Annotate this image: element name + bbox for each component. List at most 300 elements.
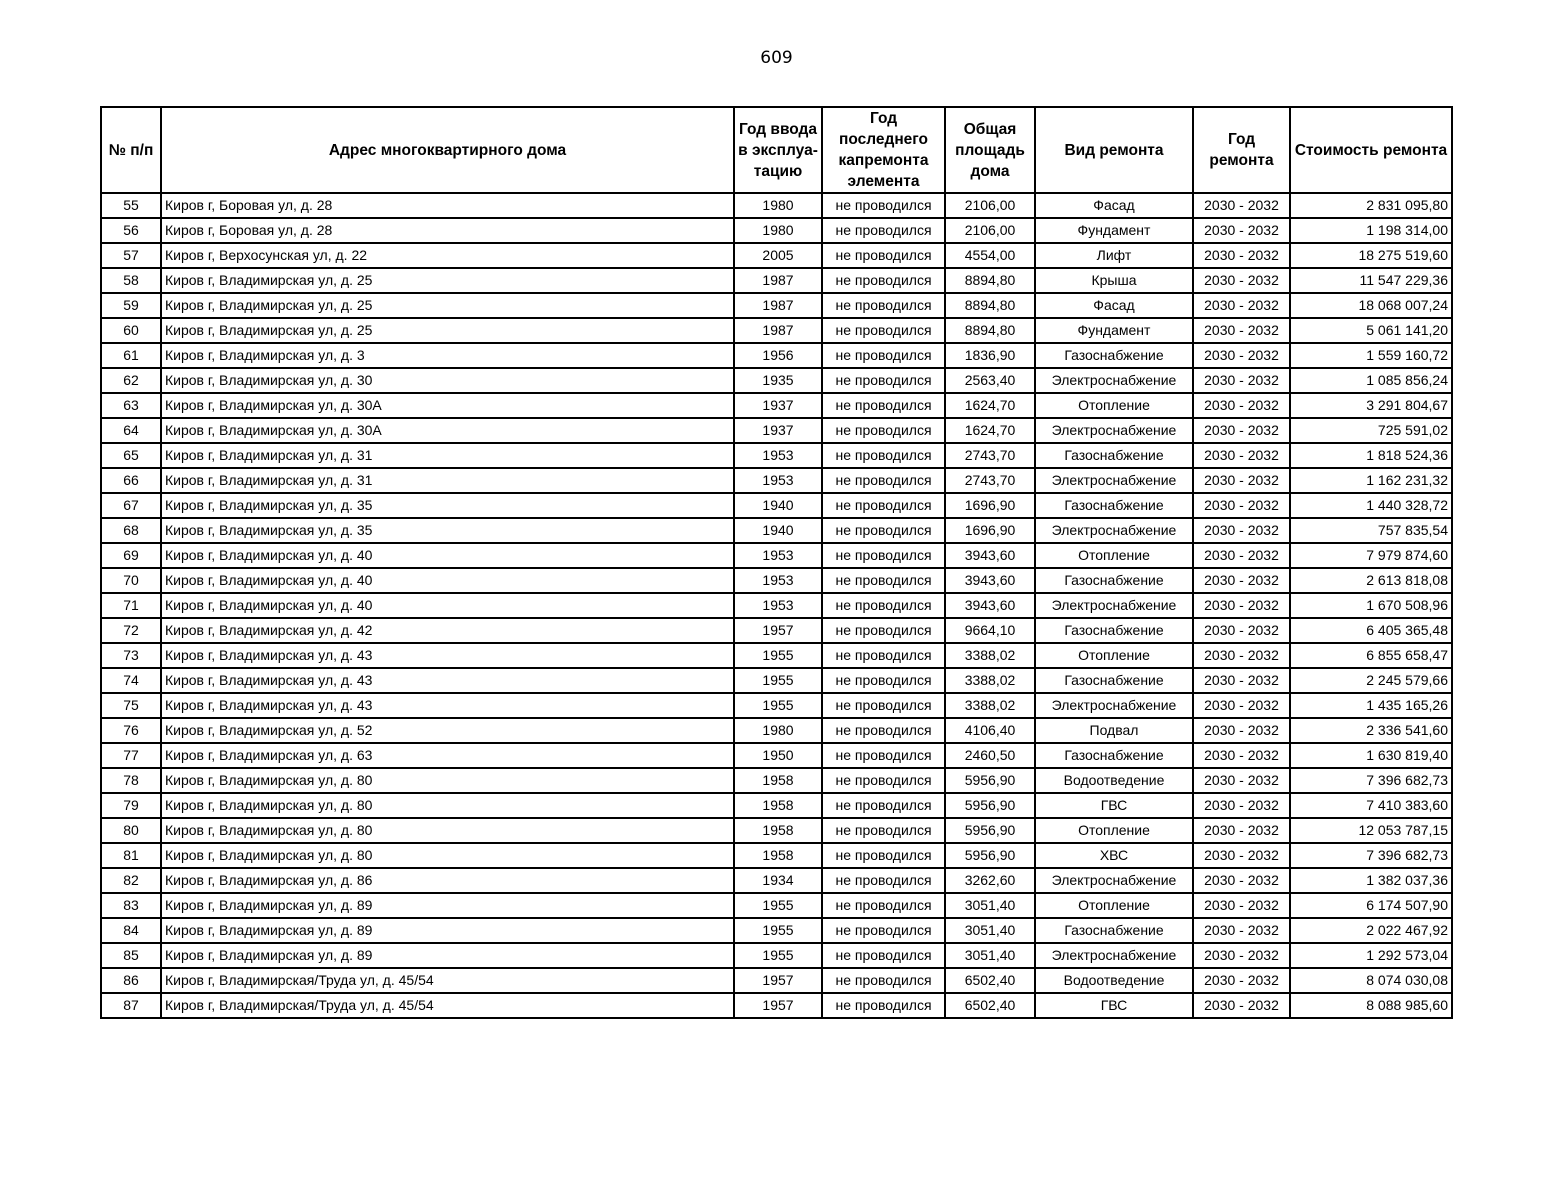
repair-type-cell: Электроснабжение bbox=[1035, 518, 1193, 543]
commission-year-cell: 1957 bbox=[734, 618, 822, 643]
address-cell: Киров г, Владимирская ул, д. 35 bbox=[161, 518, 734, 543]
table-row bbox=[101, 618, 1452, 643]
last-repair-cell: не проводился bbox=[822, 818, 945, 843]
area-cell: 8894,80 bbox=[945, 268, 1035, 293]
table-row bbox=[101, 218, 1452, 243]
last-repair-cell: не проводился bbox=[822, 493, 945, 518]
last-repair-cell: не проводился bbox=[822, 218, 945, 243]
commission-year-cell: 1980 bbox=[734, 718, 822, 743]
table-row bbox=[101, 893, 1452, 918]
cost-cell: 7 410 383,60 bbox=[1290, 793, 1452, 818]
commission-year-cell: 1980 bbox=[734, 193, 822, 218]
area-cell: 1696,90 bbox=[945, 518, 1035, 543]
cost-cell: 757 835,54 bbox=[1290, 518, 1452, 543]
area-cell: 5956,90 bbox=[945, 768, 1035, 793]
address-cell: Киров г, Владимирская ул, д. 43 bbox=[161, 643, 734, 668]
address-cell: Киров г, Владимирская ул, д. 40 bbox=[161, 568, 734, 593]
repair-year-cell: 2030 - 2032 bbox=[1193, 218, 1290, 243]
address-cell: Киров г, Владимирская ул, д. 40 bbox=[161, 593, 734, 618]
cost-cell: 3 291 804,67 bbox=[1290, 393, 1452, 418]
repair-year-cell: 2030 - 2032 bbox=[1193, 393, 1290, 418]
table-row bbox=[101, 543, 1452, 568]
row-number: 68 bbox=[101, 518, 161, 543]
row-number: 69 bbox=[101, 543, 161, 568]
row-number: 77 bbox=[101, 743, 161, 768]
last-repair-cell: не проводился bbox=[822, 843, 945, 868]
cost-cell: 2 336 541,60 bbox=[1290, 718, 1452, 743]
repair-year-cell: 2030 - 2032 bbox=[1193, 268, 1290, 293]
commission-year-cell: 1987 bbox=[734, 268, 822, 293]
cost-cell: 1 440 328,72 bbox=[1290, 493, 1452, 518]
repair-type-cell: Газоснабжение bbox=[1035, 568, 1193, 593]
last-repair-cell: не проводился bbox=[822, 968, 945, 993]
repair-type-cell: Лифт bbox=[1035, 243, 1193, 268]
repair-type-cell: Электроснабжение bbox=[1035, 868, 1193, 893]
repair-year-cell: 2030 - 2032 bbox=[1193, 843, 1290, 868]
table-row bbox=[101, 768, 1452, 793]
repair-type-cell: Электроснабжение bbox=[1035, 418, 1193, 443]
row-number: 63 bbox=[101, 393, 161, 418]
row-number: 84 bbox=[101, 918, 161, 943]
cost-cell: 1 382 037,36 bbox=[1290, 868, 1452, 893]
repair-year-cell: 2030 - 2032 bbox=[1193, 518, 1290, 543]
header-total-area: Общая площадь дома bbox=[945, 107, 1035, 193]
last-repair-cell: не проводился bbox=[822, 618, 945, 643]
area-cell: 3262,60 bbox=[945, 868, 1035, 893]
cost-cell: 6 405 365,48 bbox=[1290, 618, 1452, 643]
repair-type-cell: Фундамент bbox=[1035, 218, 1193, 243]
area-cell: 2106,00 bbox=[945, 193, 1035, 218]
area-cell: 5956,90 bbox=[945, 818, 1035, 843]
repair-type-cell: ХВС bbox=[1035, 843, 1193, 868]
last-repair-cell: не проводился bbox=[822, 393, 945, 418]
commission-year-cell: 1953 bbox=[734, 443, 822, 468]
cost-cell: 7 979 874,60 bbox=[1290, 543, 1452, 568]
repair-year-cell: 2030 - 2032 bbox=[1193, 693, 1290, 718]
header-commission-year: Год ввода в эксплуа-тацию bbox=[734, 107, 822, 193]
last-repair-cell: не проводился bbox=[822, 443, 945, 468]
row-number: 78 bbox=[101, 768, 161, 793]
repair-type-cell: Газоснабжение bbox=[1035, 343, 1193, 368]
address-cell: Киров г, Владимирская/Труда ул, д. 45/54 bbox=[161, 968, 734, 993]
row-number: 71 bbox=[101, 593, 161, 618]
repair-year-cell: 2030 - 2032 bbox=[1193, 368, 1290, 393]
commission-year-cell: 1958 bbox=[734, 843, 822, 868]
cost-cell: 8 088 985,60 bbox=[1290, 993, 1452, 1018]
repair-type-cell: Электроснабжение bbox=[1035, 593, 1193, 618]
repair-type-cell: ГВС bbox=[1035, 993, 1193, 1018]
header-repair-year: Год ремонта bbox=[1193, 107, 1290, 193]
address-cell: Киров г, Боровая ул, д. 28 bbox=[161, 193, 734, 218]
commission-year-cell: 1955 bbox=[734, 643, 822, 668]
last-repair-cell: не проводился bbox=[822, 468, 945, 493]
table-row bbox=[101, 443, 1452, 468]
address-cell: Киров г, Владимирская ул, д. 3 bbox=[161, 343, 734, 368]
area-cell: 2106,00 bbox=[945, 218, 1035, 243]
area-cell: 6502,40 bbox=[945, 993, 1035, 1018]
table-row bbox=[101, 818, 1452, 843]
commission-year-cell: 1987 bbox=[734, 293, 822, 318]
table-row bbox=[101, 268, 1452, 293]
row-number: 87 bbox=[101, 993, 161, 1018]
repair-year-cell: 2030 - 2032 bbox=[1193, 793, 1290, 818]
table-row bbox=[101, 418, 1452, 443]
cost-cell: 1 630 819,40 bbox=[1290, 743, 1452, 768]
cost-cell: 2 022 467,92 bbox=[1290, 918, 1452, 943]
row-number: 86 bbox=[101, 968, 161, 993]
table-row bbox=[101, 718, 1452, 743]
repair-type-cell: Отопление bbox=[1035, 543, 1193, 568]
commission-year-cell: 1955 bbox=[734, 693, 822, 718]
cost-cell: 5 061 141,20 bbox=[1290, 318, 1452, 343]
area-cell: 3943,60 bbox=[945, 568, 1035, 593]
cost-cell: 1 292 573,04 bbox=[1290, 943, 1452, 968]
table-row bbox=[101, 793, 1452, 818]
area-cell: 3051,40 bbox=[945, 943, 1035, 968]
repair-type-cell: Электроснабжение bbox=[1035, 693, 1193, 718]
commission-year-cell: 1940 bbox=[734, 518, 822, 543]
area-cell: 3943,60 bbox=[945, 593, 1035, 618]
table-row bbox=[101, 993, 1452, 1018]
commission-year-cell: 1953 bbox=[734, 568, 822, 593]
area-cell: 4554,00 bbox=[945, 243, 1035, 268]
repair-type-cell: Газоснабжение bbox=[1035, 618, 1193, 643]
address-cell: Киров г, Владимирская ул, д. 89 bbox=[161, 943, 734, 968]
repair-year-cell: 2030 - 2032 bbox=[1193, 293, 1290, 318]
address-cell: Киров г, Владимирская ул, д. 43 bbox=[161, 668, 734, 693]
commission-year-cell: 1957 bbox=[734, 993, 822, 1018]
commission-year-cell: 1934 bbox=[734, 868, 822, 893]
cost-cell: 18 068 007,24 bbox=[1290, 293, 1452, 318]
last-repair-cell: не проводился bbox=[822, 743, 945, 768]
commission-year-cell: 1940 bbox=[734, 493, 822, 518]
commission-year-cell: 1956 bbox=[734, 343, 822, 368]
repair-year-cell: 2030 - 2032 bbox=[1193, 818, 1290, 843]
last-repair-cell: не проводился bbox=[822, 643, 945, 668]
cost-cell: 1 435 165,26 bbox=[1290, 693, 1452, 718]
cost-cell: 2 831 095,80 bbox=[1290, 193, 1452, 218]
last-repair-cell: не проводился bbox=[822, 868, 945, 893]
last-repair-cell: не проводился bbox=[822, 268, 945, 293]
table-row bbox=[101, 918, 1452, 943]
last-repair-cell: не проводился bbox=[822, 293, 945, 318]
area-cell: 1624,70 bbox=[945, 393, 1035, 418]
last-repair-cell: не проводился bbox=[822, 543, 945, 568]
repair-type-cell: Газоснабжение bbox=[1035, 918, 1193, 943]
last-repair-cell: не проводился bbox=[822, 793, 945, 818]
row-number: 74 bbox=[101, 668, 161, 693]
commission-year-cell: 1955 bbox=[734, 943, 822, 968]
address-cell: Киров г, Владимирская ул, д. 31 bbox=[161, 468, 734, 493]
address-cell: Киров г, Владимирская ул, д. 80 bbox=[161, 843, 734, 868]
commission-year-cell: 1937 bbox=[734, 418, 822, 443]
commission-year-cell: 1958 bbox=[734, 818, 822, 843]
row-number: 72 bbox=[101, 618, 161, 643]
table-row bbox=[101, 393, 1452, 418]
address-cell: Киров г, Владимирская ул, д. 30А bbox=[161, 418, 734, 443]
commission-year-cell: 1958 bbox=[734, 768, 822, 793]
commission-year-cell: 1953 bbox=[734, 543, 822, 568]
table-row bbox=[101, 493, 1452, 518]
repair-type-cell: Электроснабжение bbox=[1035, 943, 1193, 968]
cost-cell: 12 053 787,15 bbox=[1290, 818, 1452, 843]
page-number: 609 bbox=[760, 48, 793, 68]
repair-year-cell: 2030 - 2032 bbox=[1193, 318, 1290, 343]
address-cell: Киров г, Владимирская ул, д. 40 bbox=[161, 543, 734, 568]
address-cell: Киров г, Владимирская ул, д. 86 bbox=[161, 868, 734, 893]
row-number: 66 bbox=[101, 468, 161, 493]
repair-year-cell: 2030 - 2032 bbox=[1193, 993, 1290, 1018]
last-repair-cell: не проводился bbox=[822, 518, 945, 543]
cost-cell: 6 855 658,47 bbox=[1290, 643, 1452, 668]
row-number: 85 bbox=[101, 943, 161, 968]
cost-cell: 1 198 314,00 bbox=[1290, 218, 1452, 243]
cost-cell: 1 818 524,36 bbox=[1290, 443, 1452, 468]
table-row bbox=[101, 468, 1452, 493]
area-cell: 2743,70 bbox=[945, 443, 1035, 468]
row-number: 75 bbox=[101, 693, 161, 718]
address-cell: Киров г, Владимирская ул, д. 31 bbox=[161, 443, 734, 468]
repair-type-cell: Электроснабжение bbox=[1035, 368, 1193, 393]
area-cell: 8894,80 bbox=[945, 318, 1035, 343]
repair-year-cell: 2030 - 2032 bbox=[1193, 543, 1290, 568]
commission-year-cell: 1987 bbox=[734, 318, 822, 343]
row-number: 70 bbox=[101, 568, 161, 593]
last-repair-cell: не проводился bbox=[822, 918, 945, 943]
last-repair-cell: не проводился bbox=[822, 718, 945, 743]
row-number: 55 bbox=[101, 193, 161, 218]
row-number: 73 bbox=[101, 643, 161, 668]
table-row bbox=[101, 968, 1452, 993]
cost-cell: 7 396 682,73 bbox=[1290, 768, 1452, 793]
address-cell: Киров г, Владимирская ул, д. 89 bbox=[161, 918, 734, 943]
row-number: 65 bbox=[101, 443, 161, 468]
last-repair-cell: не проводился bbox=[822, 318, 945, 343]
last-repair-cell: не проводился bbox=[822, 668, 945, 693]
last-repair-cell: не проводился bbox=[822, 568, 945, 593]
area-cell: 1696,90 bbox=[945, 493, 1035, 518]
table-row bbox=[101, 743, 1452, 768]
table-row bbox=[101, 193, 1452, 218]
last-repair-cell: не проводился bbox=[822, 343, 945, 368]
repair-type-cell: Газоснабжение bbox=[1035, 493, 1193, 518]
repair-type-cell: ГВС bbox=[1035, 793, 1193, 818]
table-row bbox=[101, 943, 1452, 968]
repair-type-cell: Водоотведение bbox=[1035, 968, 1193, 993]
last-repair-cell: не проводился bbox=[822, 243, 945, 268]
address-cell: Киров г, Владимирская ул, д. 80 bbox=[161, 818, 734, 843]
address-cell: Киров г, Владимирская ул, д. 25 bbox=[161, 293, 734, 318]
area-cell: 3943,60 bbox=[945, 543, 1035, 568]
commission-year-cell: 1950 bbox=[734, 743, 822, 768]
row-number: 64 bbox=[101, 418, 161, 443]
header-repair-cost: Стоимость ремонта bbox=[1290, 107, 1452, 193]
repair-table bbox=[100, 106, 1453, 1019]
commission-year-cell: 1953 bbox=[734, 593, 822, 618]
repair-year-cell: 2030 - 2032 bbox=[1193, 593, 1290, 618]
repair-type-cell: Крыша bbox=[1035, 268, 1193, 293]
last-repair-cell: не проводился bbox=[822, 943, 945, 968]
commission-year-cell: 1937 bbox=[734, 393, 822, 418]
repair-year-cell: 2030 - 2032 bbox=[1193, 418, 1290, 443]
repair-year-cell: 2030 - 2032 bbox=[1193, 193, 1290, 218]
address-cell: Киров г, Владимирская ул, д. 25 bbox=[161, 318, 734, 343]
row-number: 59 bbox=[101, 293, 161, 318]
repair-year-cell: 2030 - 2032 bbox=[1193, 668, 1290, 693]
repair-year-cell: 2030 - 2032 bbox=[1193, 243, 1290, 268]
repair-year-cell: 2030 - 2032 bbox=[1193, 618, 1290, 643]
table-row bbox=[101, 643, 1452, 668]
commission-year-cell: 1935 bbox=[734, 368, 822, 393]
repair-type-cell: Подвал bbox=[1035, 718, 1193, 743]
table-row bbox=[101, 868, 1452, 893]
row-number: 67 bbox=[101, 493, 161, 518]
header-repair-type: Вид ремонта bbox=[1035, 107, 1193, 193]
address-cell: Киров г, Владимирская ул, д. 42 bbox=[161, 618, 734, 643]
last-repair-cell: не проводился bbox=[822, 693, 945, 718]
repair-year-cell: 2030 - 2032 bbox=[1193, 343, 1290, 368]
address-cell: Киров г, Владимирская ул, д. 25 bbox=[161, 268, 734, 293]
cost-cell: 11 547 229,36 bbox=[1290, 268, 1452, 293]
address-cell: Киров г, Владимирская ул, д. 63 bbox=[161, 743, 734, 768]
area-cell: 5956,90 bbox=[945, 843, 1035, 868]
repair-year-cell: 2030 - 2032 bbox=[1193, 893, 1290, 918]
row-number: 83 bbox=[101, 893, 161, 918]
repair-type-cell: Отопление bbox=[1035, 818, 1193, 843]
commission-year-cell: 1957 bbox=[734, 968, 822, 993]
cost-cell: 2 613 818,08 bbox=[1290, 568, 1452, 593]
last-repair-cell: не проводился bbox=[822, 993, 945, 1018]
table-row bbox=[101, 343, 1452, 368]
last-repair-cell: не проводился bbox=[822, 418, 945, 443]
area-cell: 2743,70 bbox=[945, 468, 1035, 493]
last-repair-cell: не проводился bbox=[822, 193, 945, 218]
area-cell: 8894,80 bbox=[945, 293, 1035, 318]
address-cell: Киров г, Владимирская ул, д. 80 bbox=[161, 793, 734, 818]
area-cell: 4106,40 bbox=[945, 718, 1035, 743]
repair-year-cell: 2030 - 2032 bbox=[1193, 768, 1290, 793]
table-header-row bbox=[101, 107, 1452, 193]
table-row bbox=[101, 668, 1452, 693]
last-repair-cell: не проводился bbox=[822, 768, 945, 793]
repair-type-cell: Водоотведение bbox=[1035, 768, 1193, 793]
cost-cell: 1 162 231,32 bbox=[1290, 468, 1452, 493]
address-cell: Киров г, Владимирская ул, д. 30А bbox=[161, 393, 734, 418]
repair-year-cell: 2030 - 2032 bbox=[1193, 943, 1290, 968]
row-number: 60 bbox=[101, 318, 161, 343]
table-row bbox=[101, 518, 1452, 543]
row-number: 81 bbox=[101, 843, 161, 868]
cost-cell: 725 591,02 bbox=[1290, 418, 1452, 443]
area-cell: 2460,50 bbox=[945, 743, 1035, 768]
cost-cell: 1 559 160,72 bbox=[1290, 343, 1452, 368]
repair-year-cell: 2030 - 2032 bbox=[1193, 918, 1290, 943]
row-number: 76 bbox=[101, 718, 161, 743]
cost-cell: 2 245 579,66 bbox=[1290, 668, 1452, 693]
address-cell: Киров г, Владимирская ул, д. 43 bbox=[161, 693, 734, 718]
row-number: 56 bbox=[101, 218, 161, 243]
row-number: 57 bbox=[101, 243, 161, 268]
header-address: Адрес многоквартирного дома bbox=[161, 107, 734, 193]
repair-year-cell: 2030 - 2032 bbox=[1193, 643, 1290, 668]
area-cell: 3051,40 bbox=[945, 893, 1035, 918]
area-cell: 1624,70 bbox=[945, 418, 1035, 443]
repair-year-cell: 2030 - 2032 bbox=[1193, 743, 1290, 768]
repair-year-cell: 2030 - 2032 bbox=[1193, 718, 1290, 743]
address-cell: Киров г, Верхосунская ул, д. 22 bbox=[161, 243, 734, 268]
area-cell: 1836,90 bbox=[945, 343, 1035, 368]
row-number: 58 bbox=[101, 268, 161, 293]
commission-year-cell: 1955 bbox=[734, 668, 822, 693]
last-repair-cell: не проводился bbox=[822, 368, 945, 393]
table-body bbox=[101, 193, 1452, 1018]
address-cell: Киров г, Владимирская/Труда ул, д. 45/54 bbox=[161, 993, 734, 1018]
row-number: 79 bbox=[101, 793, 161, 818]
repair-type-cell: Фасад bbox=[1035, 293, 1193, 318]
cost-cell: 1 670 508,96 bbox=[1290, 593, 1452, 618]
area-cell: 5956,90 bbox=[945, 793, 1035, 818]
last-repair-cell: не проводился bbox=[822, 893, 945, 918]
table-row bbox=[101, 568, 1452, 593]
row-number: 61 bbox=[101, 343, 161, 368]
table-row bbox=[101, 843, 1452, 868]
cost-cell: 18 275 519,60 bbox=[1290, 243, 1452, 268]
commission-year-cell: 1955 bbox=[734, 918, 822, 943]
repair-type-cell: Фундамент bbox=[1035, 318, 1193, 343]
repair-type-cell: Газоснабжение bbox=[1035, 668, 1193, 693]
last-repair-cell: не проводился bbox=[822, 593, 945, 618]
row-number: 80 bbox=[101, 818, 161, 843]
commission-year-cell: 2005 bbox=[734, 243, 822, 268]
commission-year-cell: 1953 bbox=[734, 468, 822, 493]
area-cell: 3388,02 bbox=[945, 643, 1035, 668]
cost-cell: 7 396 682,73 bbox=[1290, 843, 1452, 868]
address-cell: Киров г, Владимирская ул, д. 80 bbox=[161, 768, 734, 793]
area-cell: 6502,40 bbox=[945, 968, 1035, 993]
cost-cell: 6 174 507,90 bbox=[1290, 893, 1452, 918]
commission-year-cell: 1980 bbox=[734, 218, 822, 243]
area-cell: 3051,40 bbox=[945, 918, 1035, 943]
address-cell: Киров г, Владимирская ул, д. 89 bbox=[161, 893, 734, 918]
address-cell: Киров г, Владимирская ул, д. 30 bbox=[161, 368, 734, 393]
table-row bbox=[101, 693, 1452, 718]
repair-type-cell: Фасад bbox=[1035, 193, 1193, 218]
table-row bbox=[101, 318, 1452, 343]
address-cell: Киров г, Владимирская ул, д. 35 bbox=[161, 493, 734, 518]
table-row bbox=[101, 593, 1452, 618]
table-row bbox=[101, 368, 1452, 393]
cost-cell: 1 085 856,24 bbox=[1290, 368, 1452, 393]
repair-year-cell: 2030 - 2032 bbox=[1193, 468, 1290, 493]
repair-type-cell: Газоснабжение bbox=[1035, 443, 1193, 468]
area-cell: 3388,02 bbox=[945, 693, 1035, 718]
table-row bbox=[101, 243, 1452, 268]
address-cell: Киров г, Владимирская ул, д. 52 bbox=[161, 718, 734, 743]
repair-year-cell: 2030 - 2032 bbox=[1193, 443, 1290, 468]
repair-type-cell: Газоснабжение bbox=[1035, 743, 1193, 768]
row-number: 62 bbox=[101, 368, 161, 393]
repair-type-cell: Электроснабжение bbox=[1035, 468, 1193, 493]
repair-type-cell: Отопление bbox=[1035, 893, 1193, 918]
area-cell: 3388,02 bbox=[945, 668, 1035, 693]
header-last-repair-year: Год последнего капремонта элемента bbox=[822, 107, 945, 193]
address-cell: Киров г, Боровая ул, д. 28 bbox=[161, 218, 734, 243]
table-row bbox=[101, 293, 1452, 318]
header-number: № п/п bbox=[101, 107, 161, 193]
area-cell: 2563,40 bbox=[945, 368, 1035, 393]
commission-year-cell: 1955 bbox=[734, 893, 822, 918]
area-cell: 9664,10 bbox=[945, 618, 1035, 643]
